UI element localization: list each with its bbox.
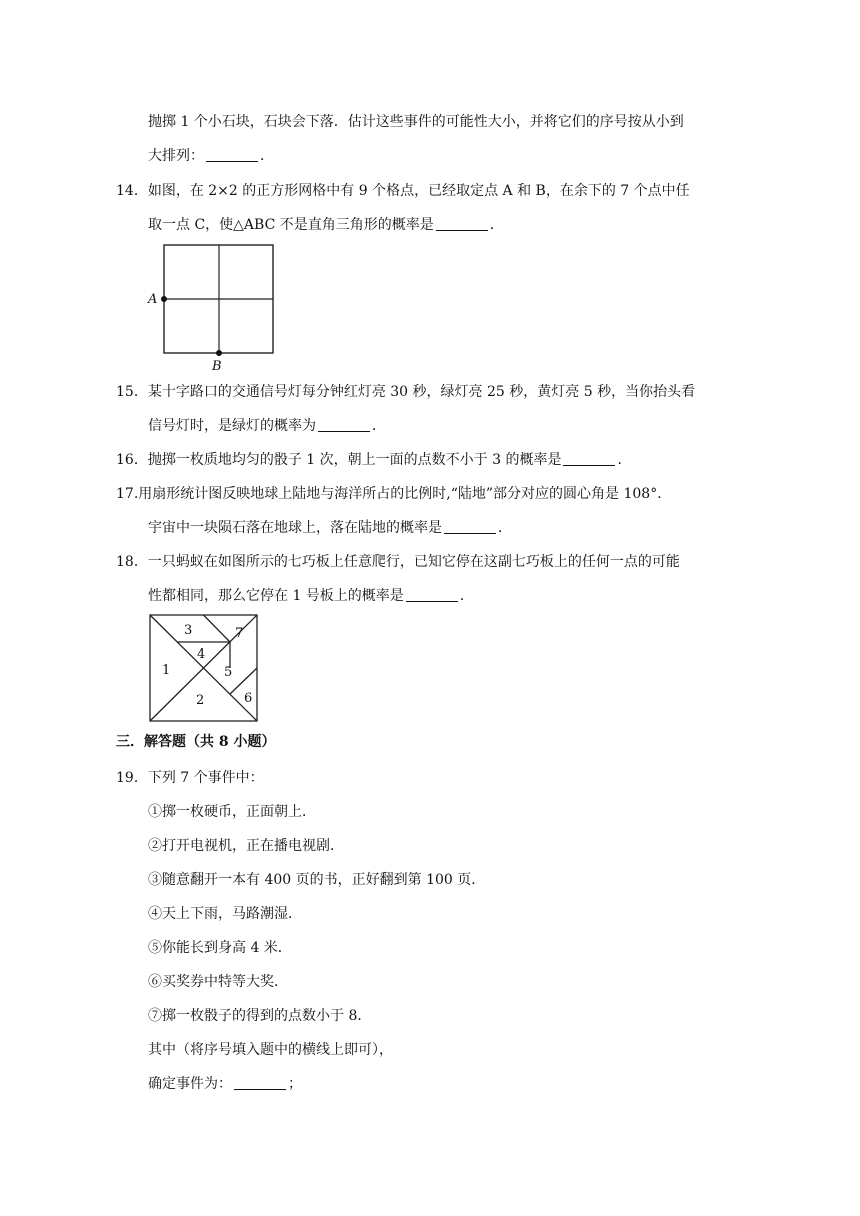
q19-certain-events [148, 1074, 302, 1094]
piece-label-5: 5 [224, 665, 233, 680]
q15-end: ． [372, 418, 386, 434]
point-a [161, 296, 167, 302]
q14-text: 如图，在 2×2 的正方形网格中有 9 个格点，已经取定点 A 和 B，在余下的 7 个点中任 [147, 183, 690, 199]
label-a: A [148, 292, 158, 307]
list-item: ④天上下雨，马路潮湿． [148, 906, 302, 922]
section-title: 三．解答题（共 8 小题） [116, 734, 276, 750]
answer-blank[interactable] [234, 1075, 286, 1090]
q19-intro [116, 768, 264, 788]
q13-end: ． [260, 148, 274, 164]
q18-line-1 [116, 552, 680, 572]
q17-line-2 [148, 518, 512, 538]
q14-text-2: 取一点 C，使△ABC 不是直角三角形的概率是 [148, 217, 434, 233]
q14-line-1 [116, 181, 690, 201]
q16-line-1 [116, 450, 631, 470]
answer-blank[interactable] [563, 451, 615, 466]
answer-blank[interactable] [436, 216, 488, 231]
label-b: B [212, 359, 222, 374]
tangram-edge [204, 615, 231, 642]
q13-line-1: 抛掷 1 个小石块，石块会下落．估计这些事件的可能性大小，并将它们的序号按从小到 [148, 114, 684, 130]
piece-label-6: 6 [244, 691, 253, 706]
q16-end: ． [617, 452, 632, 468]
q15-text-2: 信号灯时，是绿灯的概率为 [148, 418, 316, 434]
q19-certain-label: 确定事件为： [148, 1076, 232, 1092]
answer-blank[interactable] [444, 519, 496, 534]
question-number: 18． [116, 554, 148, 570]
list-item: ②打开电视机，正在播电视剧． [148, 838, 344, 854]
q17-line-1 [116, 484, 671, 504]
list-item: ③随意翻开一本有 400 页的书，正好翻到第 100 页． [148, 872, 486, 888]
grid-figure [144, 240, 280, 374]
q15-line-1 [116, 382, 695, 402]
point-b [216, 350, 222, 356]
list-item: ⑥买奖券中特等大奖． [148, 974, 288, 990]
piece-label-2: 2 [196, 693, 205, 708]
q18-line-2 [148, 586, 474, 606]
tangram-figure [146, 612, 262, 724]
q19-text: 下列 7 个事件中： [147, 770, 264, 786]
answer-blank[interactable] [318, 417, 370, 432]
question-number: 19． [116, 770, 148, 786]
question-number: 15． [116, 384, 148, 400]
q17-end: ． [498, 520, 512, 536]
piece-label-1: 1 [162, 663, 171, 678]
piece-label-3: 3 [184, 623, 193, 638]
q14-line-2 [148, 215, 504, 235]
q13-line-2 [148, 146, 274, 166]
q15-text: 某十字路口的交通信号灯每分钟红灯亮 30 秒，绿灯亮 25 秒，黄灯亮 5 秒，当你抬头看 [147, 384, 696, 400]
question-number: 14． [116, 183, 148, 199]
list-item: ①掷一枚硬币，正面朝上． [148, 804, 316, 820]
q17-text-2: 宇宙中一块陨石落在地球上，落在陆地的概率是 [148, 520, 442, 536]
q18-end: ． [459, 588, 474, 604]
q19-note: 其中（将序号填入题中的横线上即可）， [148, 1042, 393, 1058]
list-item: ⑦掷一枚骰子的得到的点数小于 8． [148, 1008, 372, 1024]
q14-end: ． [489, 217, 504, 233]
q13-text: 大排列： [148, 148, 204, 164]
question-number: 16． [116, 452, 148, 468]
list-item: ⑤你能长到身高 4 米． [148, 940, 292, 956]
question-number: 17. [116, 486, 139, 502]
q17-text: 用扇形统计图反映地球上陆地与海洋所占的比例时,“陆地”部分对应的圆心角是 108°． [138, 486, 672, 502]
q16-text: 抛掷一枚质地均匀的骰子 1 次，朝上一面的点数不小于 3 的概率是 [147, 452, 562, 468]
piece-label-7: 7 [235, 626, 244, 641]
answer-blank[interactable] [206, 147, 258, 162]
q18-text: 一只蚂蚁在如图所示的七巧板上任意爬行，已知它停在这副七巧板上的任何一点的可能 [147, 554, 680, 570]
q18-text-2: 性都相同，那么它停在 1 号板上的概率是 [148, 588, 404, 604]
q15-line-2 [148, 416, 386, 436]
answer-blank[interactable] [406, 587, 458, 602]
piece-label-4: 4 [197, 647, 206, 662]
q19-certain-end: ； [288, 1076, 302, 1092]
